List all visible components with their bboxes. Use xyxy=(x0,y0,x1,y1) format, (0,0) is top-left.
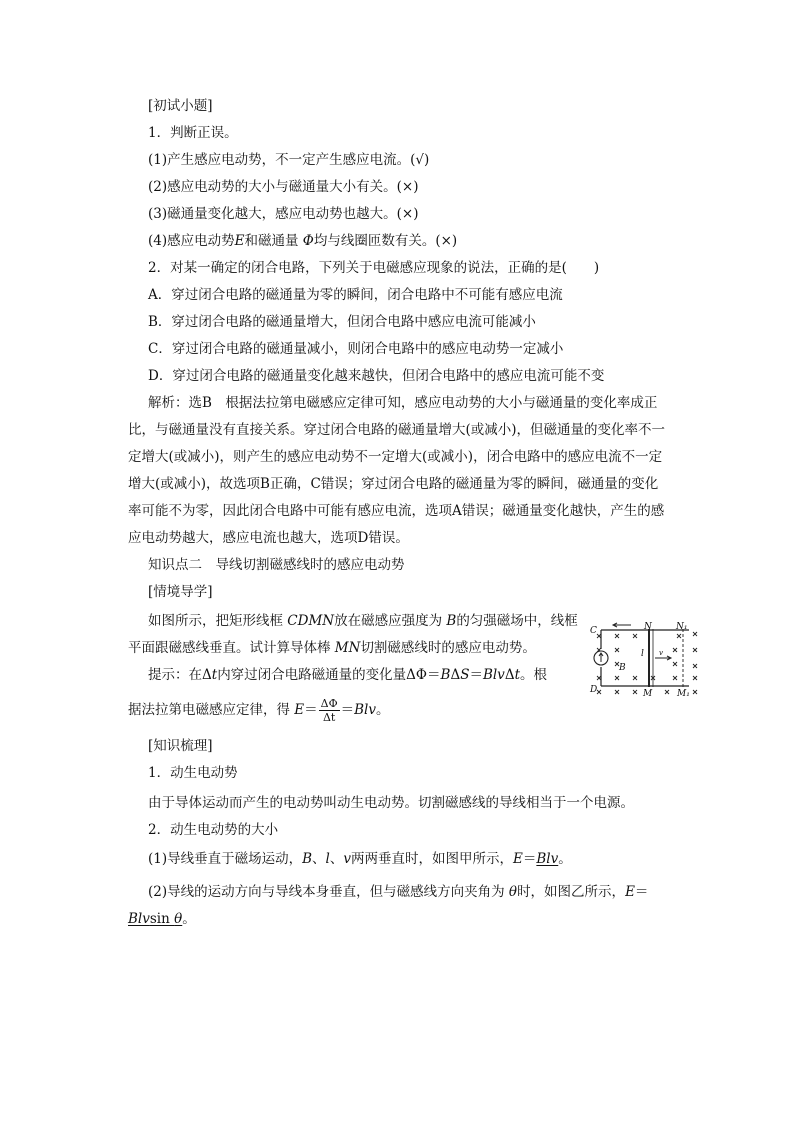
analysis-line: 定增大(或减小)，则产生的感应电动势不一定增大(或减小)，闭合电路中的感应电流不一定 xyxy=(128,449,663,465)
knowledge-title: [知识梳理] xyxy=(148,738,213,754)
label-c: C xyxy=(590,626,597,636)
knowledge-point-1-text: 由于导体运动而产生的电动势叫动生电动势。切割磁感线的导线相当于一个电源。 xyxy=(148,795,634,811)
q1-item-4: (4)感应电动势E和磁通量 Φ均与线圈匝数有关。(×) xyxy=(148,233,458,249)
option-a: A．穿过闭合电路的磁通量为零的瞬间，闭合电路中不可能有感应电流 xyxy=(148,287,563,303)
section-heading: 知识点二 导线切割磁感线时的感应电动势 xyxy=(148,557,405,573)
label-b: B xyxy=(619,663,626,673)
option-d: D．穿过闭合电路的磁通量变化越来越快，但闭合电路中的感应电流可能不变 xyxy=(148,368,605,384)
analysis-line: 比，与磁通量没有直接关系。穿过闭合电路的磁通量增大(或减小)，但磁通量的变化率不一 xyxy=(128,422,666,438)
option-b: B．穿过闭合电路的磁通量增大，但闭合电路中感应电流可能减小 xyxy=(148,314,536,330)
question-1: 1．判断正误。 xyxy=(148,125,238,141)
knowledge-point-2-2-cont: Blvsin θ。 xyxy=(128,911,196,927)
knowledge-point-2-2: (2)导线的运动方向与导线本身垂直，但与磁感线方向夹角为 θ时，如图乙所示，E＝ xyxy=(148,884,649,900)
field-cross-marks xyxy=(597,632,697,694)
label-n: N xyxy=(644,622,652,632)
hint-formula: 据法拉第电磁感应定律，得 E＝ $\frac{\Delta\Phi}{\Delta t}$ ＝Blv。 xyxy=(128,697,390,724)
option-c: C．穿过闭合电路的磁通量减小，则闭合电路中的感应电动势一定减小 xyxy=(148,341,564,357)
label-m: M xyxy=(643,689,653,699)
knowledge-point-1: 1．动生电动势 xyxy=(148,765,238,781)
q1-item-2: (2)感应电动势的大小与磁通量大小有关。(×) xyxy=(148,179,419,195)
knowledge-point-2-1: (1)导线垂直于磁场运动，B、l、v两两垂直时，如图甲所示，E＝Blv。 xyxy=(148,851,572,867)
question-2: 2．对某一确定的闭合电路，下列关于电磁感应现象的说法，正确的是( ) xyxy=(148,260,600,276)
analysis-line: 增大(或减小)，故选项B正确，C错误；穿过闭合电路的磁通量为零的瞬间，磁通量的变化 xyxy=(128,476,659,492)
q1-item-3: (3)磁通量变化越大，感应电动势也越大。(×) xyxy=(148,206,419,222)
label-l: l xyxy=(641,649,644,659)
label-n1: N₁ xyxy=(676,622,688,632)
scenario-text: 平面跟磁感线垂直。试计算导体棒 MN切割磁感线时的感应电动势。 xyxy=(128,640,536,656)
answer-blank: Blv xyxy=(536,851,559,867)
circuit-figure xyxy=(589,620,707,702)
q1-item-1: (1)产生感应电动势，不一定产生感应电流。(√) xyxy=(148,152,430,168)
quiz-title: [初试小题] xyxy=(148,98,213,114)
fraction: $\frac{\Delta\Phi}{\Delta t}$ xyxy=(320,697,338,724)
answer-blank: Blvsin θ xyxy=(128,911,183,927)
label-d: D xyxy=(590,685,598,695)
scenario-title: [情境导学] xyxy=(148,584,213,600)
hint-text: 提示：在Δt内穿过闭合电路磁通量的变化量ΔΦ＝BΔS＝BlvΔt。根 xyxy=(148,667,547,683)
scenario-text: 如图所示，把矩形线框 CDMN放在磁感应强度为 B的匀强磁场中，线框 xyxy=(148,613,578,629)
knowledge-point-2: 2．动生电动势的大小 xyxy=(148,822,279,838)
analysis-line: 解析：选B 根据法拉第电磁感应定律可知，感应电动势的大小与磁通量的变化率成正 xyxy=(148,395,658,411)
analysis-line: 率可能不为零，因此闭合电路中可能有感应电流，选项A错误；磁通量变化越快，产生的感 xyxy=(128,503,665,519)
label-m1: M₁ xyxy=(677,689,690,699)
analysis-line: 应电动势越大，感应电流也越大，选项D错误。 xyxy=(128,530,409,546)
label-v: v xyxy=(659,649,663,657)
